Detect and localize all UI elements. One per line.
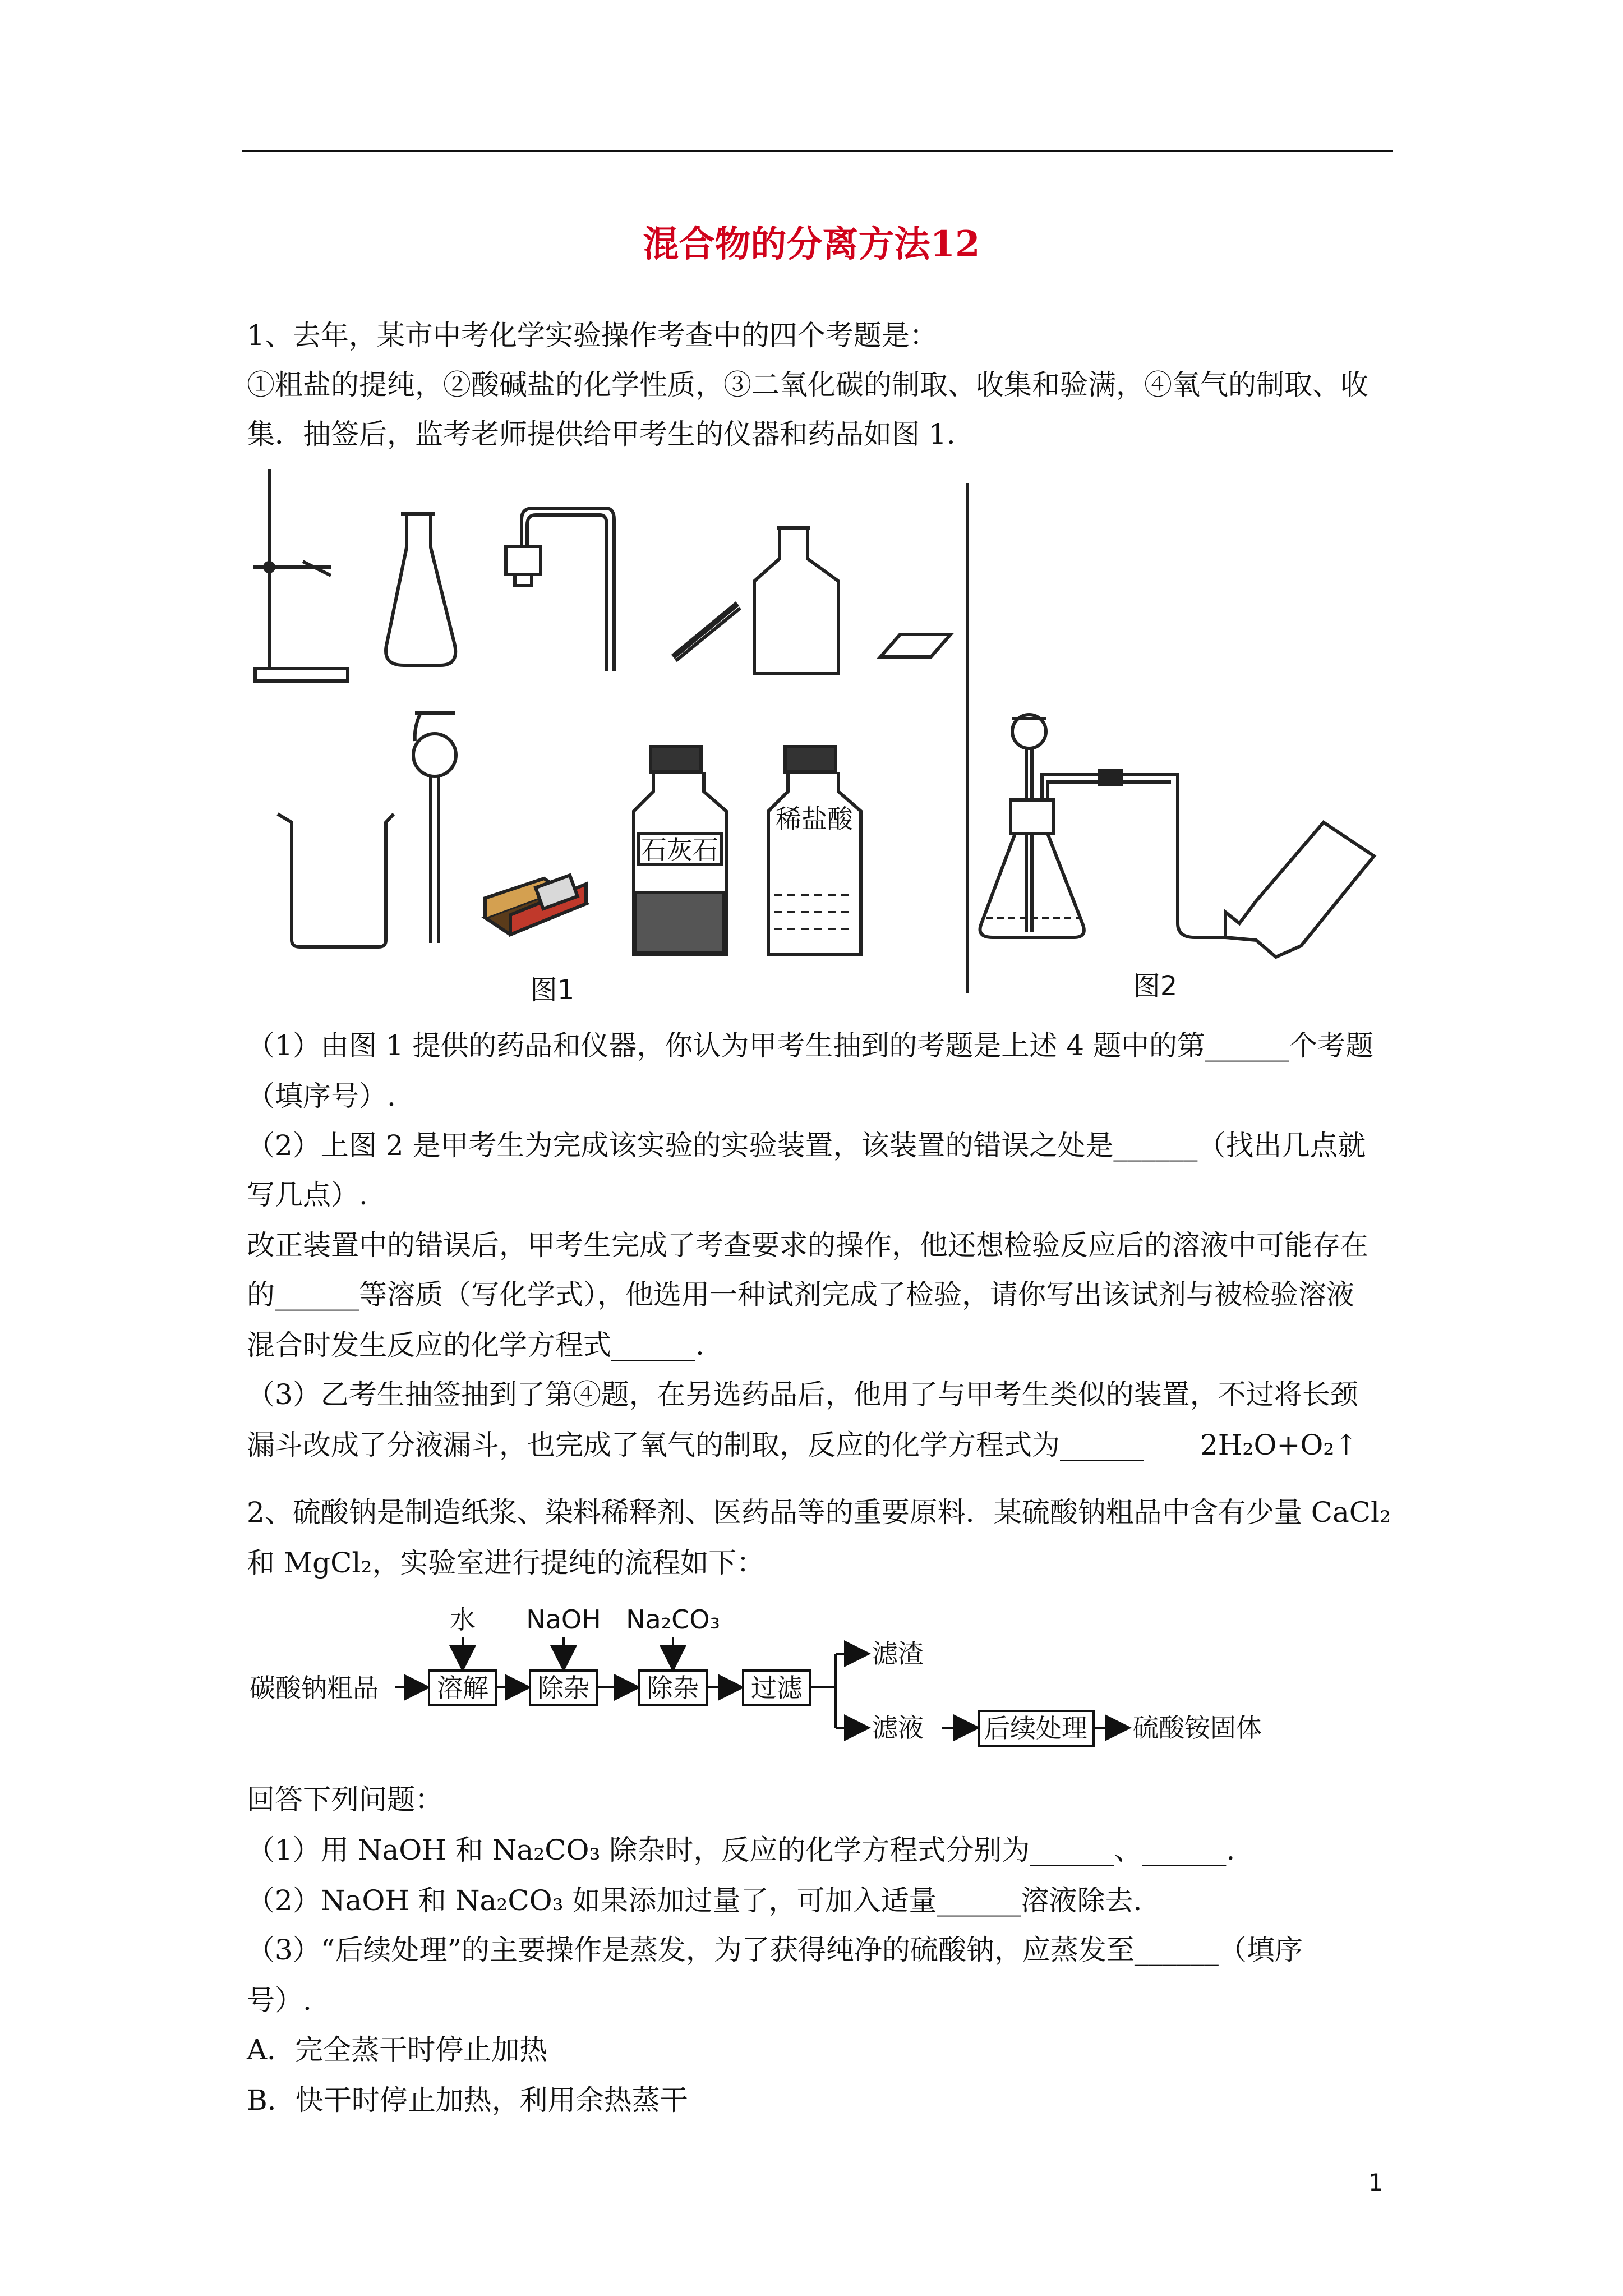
gas-bottle-icon bbox=[754, 528, 838, 674]
iron-stand-icon bbox=[253, 469, 348, 681]
dilute-hcl-label: 稀盐酸 bbox=[776, 804, 853, 834]
limestone-label: 石灰石 bbox=[641, 835, 718, 865]
gas-generation-apparatus-icon bbox=[980, 715, 1375, 957]
flow-residue: 滤渣 bbox=[872, 1639, 924, 1669]
glass-rod-icon bbox=[673, 604, 740, 661]
q1-part1-line-a: （1）由图 1 提供的药品和仪器，你认为甲考生抽到的考题是上述 4 题中的第______个考题 bbox=[247, 1029, 1374, 1062]
purification-flowchart bbox=[247, 1603, 1329, 1777]
page-number: 1 bbox=[1368, 2169, 1384, 2196]
stopper-tube-icon bbox=[506, 508, 614, 671]
erlenmeyer-flask-icon bbox=[386, 514, 455, 665]
q1-part2-line-d: 的______等溶质（写化学式），他选用一种试剂完成了检验，请你写出该试剂与被检验溶液 bbox=[247, 1278, 1354, 1311]
flow-reagent-naoh: NaOH bbox=[526, 1604, 601, 1635]
flow-end: 硫酸铵固体 bbox=[1133, 1713, 1262, 1743]
q1-part2-line-c: 改正装置中的错误后，甲考生完成了考查要求的操作，他还想检验反应后的溶液中可能存在 bbox=[247, 1229, 1368, 1262]
glass-slide-icon bbox=[880, 634, 951, 657]
flow-box-dissolve: 溶解 bbox=[437, 1673, 488, 1703]
q1-part1-line-b: （填序号）. bbox=[247, 1080, 396, 1112]
flow-reagent-water: 水 bbox=[450, 1604, 476, 1635]
q1-part3-line-b: 漏斗改成了分液漏斗，也完成了氧气的制取，反应的化学方程式为______ bbox=[247, 1429, 1144, 1461]
apparatus-figure bbox=[247, 463, 1441, 1005]
q1-part2-line-e: 混合时发生反应的化学方程式______. bbox=[247, 1329, 704, 1361]
q1-part2-line-a: （2）上图 2 是甲考生为完成该实验的实验装置，该装置的错误之处是______（找出几点就 bbox=[247, 1129, 1366, 1162]
flow-box-post-process: 后续处理 bbox=[984, 1713, 1087, 1743]
q1-part3-line-a: （3）乙考生抽签抽到了第④题，在另选药品后，他用了与甲考生类似的装置，不过将长颈 bbox=[247, 1378, 1358, 1411]
q1-part2-line-b: 写几点）. bbox=[247, 1179, 368, 1211]
q2-answer-prompt: 回答下列问题： bbox=[247, 1783, 443, 1816]
flow-start: 碳酸钠粗品 bbox=[250, 1673, 379, 1703]
q1-line-3: 集．抽签后，监考老师提供给甲考生的仪器和药品如图 1. bbox=[247, 418, 956, 450]
q1-part3-equation: 2H₂O+O₂↑ bbox=[1200, 1429, 1358, 1461]
flow-reagent-na2co3: Na₂CO₃ bbox=[626, 1604, 720, 1635]
q1-line-1: 1、去年，某市中考化学实验操作考查中的四个考题是： bbox=[247, 319, 938, 352]
page-title: 混合物的分离方法12 bbox=[643, 223, 980, 265]
q2-sub-1: （1）用 NaOH 和 Na₂CO₃ 除杂时，反应的化学方程式分别为______、______. bbox=[247, 1834, 1235, 1866]
matchbox-icon bbox=[485, 875, 586, 935]
dilute-hcl-bottle-icon bbox=[768, 747, 861, 954]
flow-filtrate: 滤液 bbox=[872, 1713, 924, 1743]
q2-sub-3-line-b: 号）. bbox=[247, 1984, 312, 2017]
figure-2-caption: 图2 bbox=[1133, 970, 1178, 1002]
flow-box-filter: 过滤 bbox=[751, 1673, 803, 1703]
flow-box-remove-1: 除杂 bbox=[538, 1673, 589, 1703]
q2-option-b: B．快干时停止加热，利用余热蒸干 bbox=[247, 2084, 688, 2116]
q2-option-a: A．完全蒸干时停止加热 bbox=[247, 2033, 548, 2066]
figure-1-caption: 图1 bbox=[530, 974, 575, 1005]
header-rule bbox=[242, 150, 1393, 152]
q2-sub-2: （2）NaOH 和 Na₂CO₃ 如果添加过量了，可加入适量______溶液除去. bbox=[247, 1884, 1142, 1917]
q2-line-2: 和 MgCl₂，实验室进行提纯的流程如下： bbox=[247, 1547, 765, 1579]
q2-sub-3-line-a: （3）“后续处理”的主要操作是蒸发，为了获得纯净的硫酸钠，应蒸发至______（填序 bbox=[247, 1934, 1303, 1966]
q1-line-2: ①粗盐的提纯，②酸碱盐的化学性质，③二氧化碳的制取、收集和验满，④氧气的制取、收 bbox=[247, 369, 1368, 401]
long-neck-funnel-icon bbox=[413, 713, 456, 943]
q2-line-1: 2、硫酸钠是制造纸浆、染料稀释剂、医药品等的重要原料．某硫酸钠粗品中含有少量 CaCl₂ bbox=[247, 1496, 1391, 1529]
beaker-icon bbox=[278, 814, 394, 947]
flow-box-remove-2: 除杂 bbox=[647, 1673, 699, 1703]
